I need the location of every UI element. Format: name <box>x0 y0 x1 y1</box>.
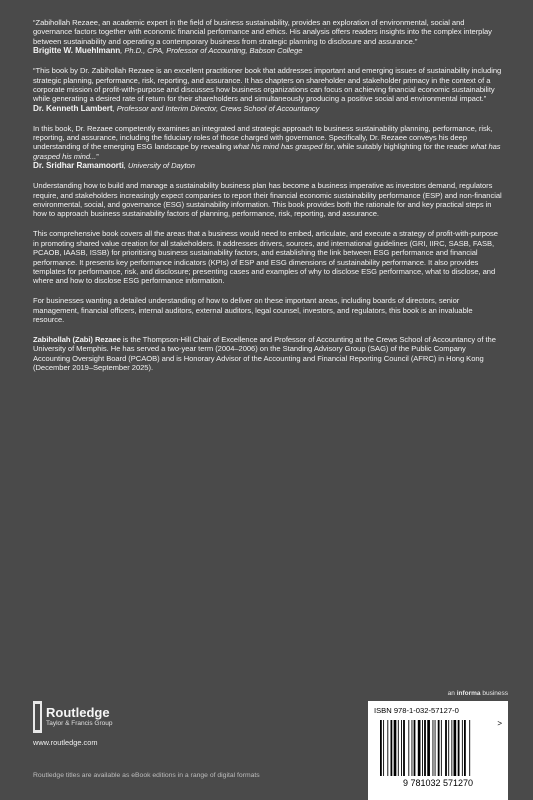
endorser-name: Brigitte W. Muehlmann <box>33 46 121 56</box>
bio-body: is the Thompson-Hill Chair of Excellence and Professor of Accounting at the Crews School of Accountancy of the University of Memphis. He has served a two-year term (2004–2006) on the Standing Advisory Group (SAG) of the Public Company Accounting Oversight Board (PCAOB) and is Honorary Advisor of the Accounting and Financial Reporting Council (AFRC) in Hong Kong (December 2019–September 2025). <box>33 334 496 373</box>
bio-text <box>33 335 503 373</box>
informa-suffix: business <box>480 690 508 697</box>
barcode-bar <box>422 720 423 776</box>
publisher-brand: Routledge <box>46 705 110 720</box>
barcode-bar <box>408 720 409 776</box>
barcode-digits: 9 781032 571270 <box>402 778 474 788</box>
barcode-bar <box>458 720 460 776</box>
back-cover-text <box>33 18 503 383</box>
barcode-bar <box>418 720 421 776</box>
quote-part: , while suitably highlighting for the reader <box>333 142 471 152</box>
endorser-name: Dr. Sridhar Ramamoorti <box>33 161 124 171</box>
quote-italic: what his mind has grasped for <box>233 142 334 152</box>
barcode-bar <box>433 720 434 776</box>
barcode-box <box>368 701 508 800</box>
informa-label <box>368 690 508 697</box>
author-bio <box>33 335 503 373</box>
barcode-bar <box>424 720 426 776</box>
description-text: Understanding how to build and manage a sustainability business plan has become a business imperative as investors demand, regulators require, and stakeholders increasingly expect companies to report their financial economic sustainability performance (ESP) and non-financial environmental, social, and governance (ESG) sustainability information. This book provides both the rationale for and key practical steps in how to approach business sustainability factors of planning, performance, risk, reporting, and assurance. <box>33 181 502 219</box>
endorser-title: , Professor and Interim Director, Crews School of Accountancy <box>112 103 320 113</box>
barcode-bar <box>398 720 399 776</box>
isbn-label: ISBN 978-1-032-57127-0 <box>374 706 459 715</box>
endorser-title: , University of Dayton <box>123 161 195 171</box>
barcode-bar <box>438 720 440 776</box>
endorsement-attribution <box>33 46 503 55</box>
barcode-bar <box>448 720 449 776</box>
quote-part: In this book, Dr. Rezaee competently examines an integrated and strategic approach to business sustainability planning, performance, risk, reporting, and assurance, including the fiduciary roles of those charged with governance. Specifically, Dr. Rezaee conveys his deep understanding of the emerging ESG landscape by revealing <box>33 123 493 152</box>
barcode-bar <box>394 720 397 776</box>
description-paragraph-2 <box>33 229 503 285</box>
publisher-logo <box>33 700 233 734</box>
barcode-bar <box>464 720 466 776</box>
barcode-icon <box>374 718 502 788</box>
barcode-bar <box>387 720 388 776</box>
description-text: For businesses wanting a detailed understanding of how to deliver on these important areas, including boards of directors, senior management, financial officers, internal auditors, external auditors, legal counsel, investors, and regulators, this book is an invaluable resource. <box>33 296 473 325</box>
publisher-website[interactable]: www.routledge.com <box>33 738 98 747</box>
endorser-name: Dr. Kenneth Lambert <box>33 103 113 113</box>
barcode-bar <box>469 720 470 776</box>
barcode-bar <box>403 720 405 776</box>
description-paragraph-3 <box>33 296 503 324</box>
barcode-area <box>368 690 508 800</box>
quote-part: ” <box>96 151 99 161</box>
quote-italic: what has grasped his mind... <box>33 142 501 161</box>
barcode-bar <box>454 720 457 776</box>
endorsement-1 <box>33 18 503 56</box>
publisher-block <box>33 700 233 747</box>
ebook-note: Routledge titles are available as eBook editions in a range of digital formats <box>33 772 260 779</box>
barcode-bar <box>451 720 452 776</box>
barcode-bar <box>401 720 402 776</box>
barcode-bar <box>441 720 442 776</box>
endorsement-quote: “Zabihollah Rezaee, an academic expert in the field of business sustainability, provides an exploration of environmental, social and governance factors together with economic financial performance and ethics. His analysis offers readers insights into the complex interplay between sustainability and operating a contemporary business from strategic planning to disclosure and assurance.” <box>33 18 492 46</box>
barcode-bar <box>380 720 382 776</box>
publisher-group: Taylor & Francis Group <box>46 720 113 727</box>
price-mark-icon: > <box>497 719 502 728</box>
endorser-title: , Ph.D., CPA, Professor of Accounting, Babson College <box>120 46 303 56</box>
barcode-bar <box>412 720 413 776</box>
endorsement-3 <box>33 124 503 171</box>
informa-prefix: an <box>447 690 457 697</box>
endorsement-attribution <box>33 104 503 113</box>
barcode-bar <box>427 720 430 776</box>
endorsement-2 <box>33 66 503 113</box>
routledge-logo-icon <box>33 701 42 733</box>
barcode-bar <box>445 720 447 776</box>
endorsement-quote: “This book by Dr. Zabihollah Rezaee is an excellent practitioner book that addresses important and emerging issues of sustainability including strategic planning, performance, risk, reporting, and assurance. It has chapters on shareholder and stakeholder primacy in the context of a corporate mission of profit-with-purpose and discusses how business organizations can focus on achieving financial economic sustainability while generating a desired rate of return for their shareholders and simultaneously producing a positive social and environmental impact.” <box>33 66 502 104</box>
barcode-bar <box>414 720 416 776</box>
endorsement-quote <box>33 124 503 162</box>
author-name: Zabihollah (Zabi) Rezaee <box>33 334 121 344</box>
barcode-bar <box>391 720 393 776</box>
informa-bold: informa <box>456 690 481 697</box>
barcode-bar <box>383 720 384 776</box>
logo-text <box>46 706 112 728</box>
barcode-bar <box>462 720 463 776</box>
endorsement-attribution <box>33 161 503 170</box>
barcode-bar <box>435 720 436 776</box>
description-text: This comprehensive book covers all the areas that a business would need to embed, articulate, and execute a strategy of profit-with-purpose in promoting shared value creation for all stakeholders. It addresses drivers, sources, and international guidelines (GRI, IIRC, SASB, FASB, PCAOB, IAASB, ISSB) for prioritising business sustainability factors, and establishing the link between ESG performance and financial performance. It presents key performance indicators (KPIs) of ESP and ESG dimensions of sustainability performance. It also provides templates for performance, risk, and disclosure; presenting cases and examples of why to disclose ESG performance, what to disclose, and where and how to disclose ESG performance information. <box>33 229 498 286</box>
description-paragraph-1 <box>33 181 503 219</box>
